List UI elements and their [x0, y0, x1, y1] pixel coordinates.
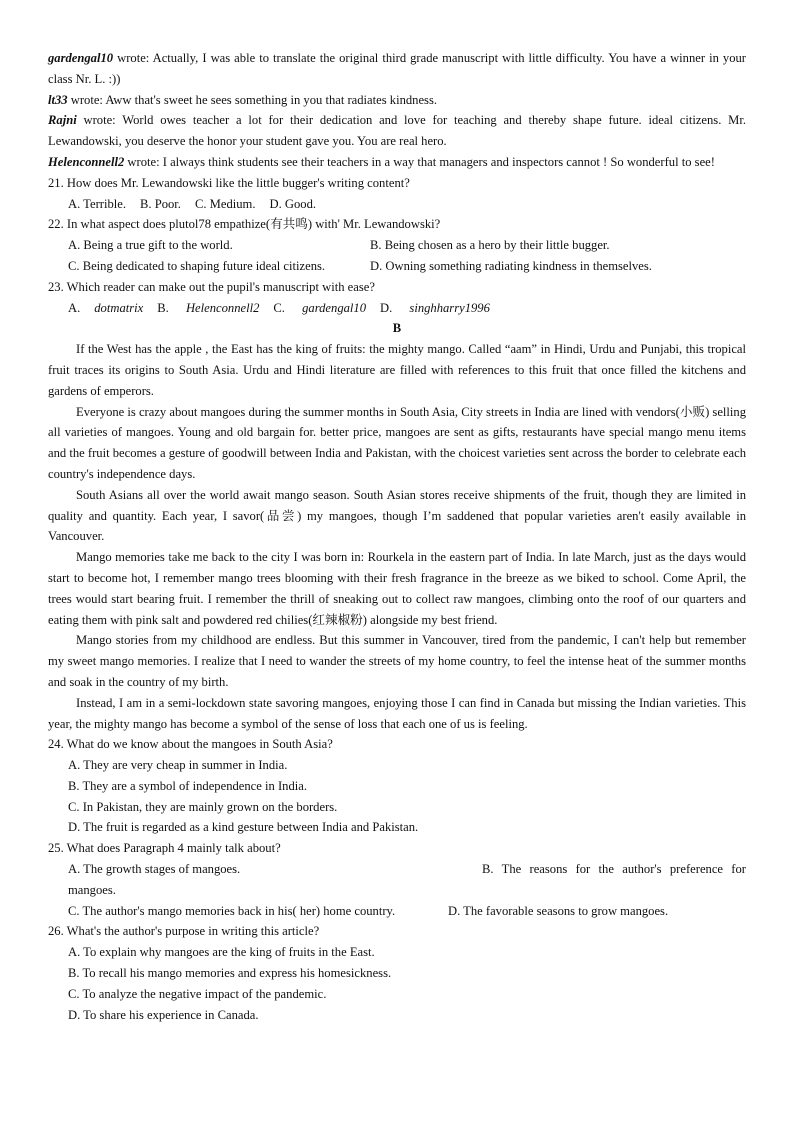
option-b: B. The reasons for the author's preference for mangoes.: [68, 862, 746, 897]
question-25-stem: 25. What does Paragraph 4 mainly talk about?: [48, 841, 281, 856]
option-a: A. They are very cheap in summer in India.: [68, 758, 288, 773]
option-d: D. The fruit is regarded as a kind gesture between India and Pakistan.: [68, 820, 419, 835]
question-26-stem: 26. What's the author's purpose in writing this article?: [48, 924, 320, 939]
option-d: D. Owning something radiating kindness in themselves.: [370, 258, 652, 273]
option-c: C. gardengal10: [273, 300, 367, 315]
question-25-options-cd: [68, 901, 746, 922]
comment: [48, 90, 746, 111]
option-d: D. The favorable seasons to grow mangoes.: [448, 903, 669, 918]
option-d: D. To share his experience in Canada.: [68, 1007, 259, 1022]
option-d: D. singhharry1996: [380, 300, 490, 315]
option-a-name: dotmatrix: [94, 300, 144, 315]
comment-text: wrote: World owes teacher a lot for their dedication and love for teaching and thereby shape future. ideal citizens. Mr. Lewandowski, you deserve the honor your student gave you. You are real hero.: [48, 113, 746, 149]
option-a: A. To explain why mangoes are the king of fruits in the East.: [68, 945, 375, 960]
option-c-name: gardengal10: [302, 300, 367, 315]
passage-paragraph: South Asians all over the world await mango season. South Asian stores receive shipments of the fruit, though they are limited in quality and quantity. Each year, I savor(品尝) my mangoes, though I’m saddened that popular varieties aren't easily available in Vancouver.: [48, 487, 746, 544]
passage-paragraph: If the West has the apple , the East has the king of fruits: the mighty mango. Called “aam” in Hindi, Urdu and Punjabi, this tropical fruit traces its origins to South Asia. Urdu and Hindi literature are filled with references to this fruit that once filled the kitchens and gardens of emperors.: [48, 342, 746, 398]
question-21-options: [68, 194, 746, 215]
question-24-stem: 24. What do we know about the mangoes in South Asia?: [48, 737, 333, 752]
comment-text: wrote: Aww that's sweet he sees something in you that radiates kindness.: [67, 92, 438, 107]
option-a: A. dotmatrix: [68, 300, 144, 315]
option-b: B. Poor.: [140, 196, 181, 211]
comment-text: wrote: Actually, I was able to translate the original third grade manuscript with little difficulty. You have a winner in your class Nr. L. :)): [48, 51, 746, 86]
option-b: B. Being chosen as a hero by their little bugger.: [370, 238, 610, 253]
option-c: C. In Pakistan, they are mainly grown on the borders.: [68, 799, 338, 814]
option-b-name: Helenconnell2: [185, 300, 260, 315]
option-a: A. Terrible.: [68, 196, 126, 211]
option-d-name: singhharry1996: [409, 300, 490, 315]
option-c: C. Medium.: [194, 196, 256, 211]
option-a: A. The growth stages of mangoes.: [68, 862, 241, 877]
question-25-options-ab: [48, 859, 746, 901]
question-23-stem: 23. Which reader can make out the pupil's manuscript with ease?: [48, 279, 375, 294]
option-d: D. Good.: [269, 196, 317, 211]
option-c: C. To analyze the negative impact of the pandemic.: [68, 986, 327, 1001]
passage-paragraph: Everyone is crazy about mangoes during the summer months in South Asia, City streets in India are lined with vendors(小贩) selling all varieties of mangoes. Young and old bargain for. better price, mangoes are sent as gifts, restaurants have special mango menu items and the fruit becomes a gesture of goodwill between India and Pakistan, with the choicest varieties sent across the border to celebrate each country's independence days.: [48, 404, 746, 481]
question-21-stem: 21. How does Mr. Lewandowski like the little bugger's writing content?: [48, 175, 410, 190]
option-c: C. Being dedicated to shaping future ideal citizens.: [68, 258, 326, 273]
comment-username: Rajni: [48, 113, 77, 128]
option-b: B. To recall his mango memories and express his homesickness.: [68, 966, 392, 981]
comment: [48, 48, 746, 90]
option-b: B. They are a symbol of independence in India.: [68, 778, 307, 793]
section-heading: B: [392, 321, 402, 336]
option-c: C. The author's mango memories back in his( her) home country.: [68, 903, 396, 918]
question-23-options: [68, 298, 746, 319]
comment-username: Helenconnell2: [48, 154, 125, 169]
document-page: [48, 48, 746, 1025]
option-a: A. Being a true gift to the world.: [68, 238, 233, 253]
question-22-options: [68, 235, 746, 277]
comment-username: lt33: [48, 92, 68, 107]
passage-paragraph: Instead, I am in a semi-lockdown state savoring mangoes, enjoying those I can find in Canada but missing the Indian varieties. This year, the mighty mango has become a symbol of the sense of loss that each one of us is feeling.: [48, 695, 746, 731]
passage-paragraph: Mango stories from my childhood are endless. But this summer in Vancouver, tired from the pandemic, I can't help but remember my sweet mango memories. I realize that I need to wander the streets of my home country, to feel the intense heat of the summer months and soak in the country of my birth.: [48, 633, 746, 689]
comment: [48, 152, 746, 173]
option-b: B. Helenconnell2: [157, 300, 260, 315]
comment: [48, 110, 746, 152]
comment-username: gardengal10: [48, 51, 114, 65]
question-22-stem: 22. In what aspect does plutol78 empathize(有共鸣) with' Mr. Lewandowski?: [48, 217, 441, 232]
passage-paragraph: Mango memories take me back to the city I was born in: Rourkela in the eastern part of India. In late March, just as the days would start to become hot, I remember mango trees blooming with their fresh fragrance in the breeze as we biked to school. Come April, the trees would start bearing fruit. I remember the thrill of sneaking out to collect raw mangoes, climbing onto the roof of our quarters and eating them with pink salt and powdered red chilies(红辣椒粉) alongside my best friend.: [48, 550, 746, 627]
comment-text: wrote: I always think students see their teachers in a way that managers and inspectors cannot ! So wonderful to see!: [124, 154, 715, 169]
